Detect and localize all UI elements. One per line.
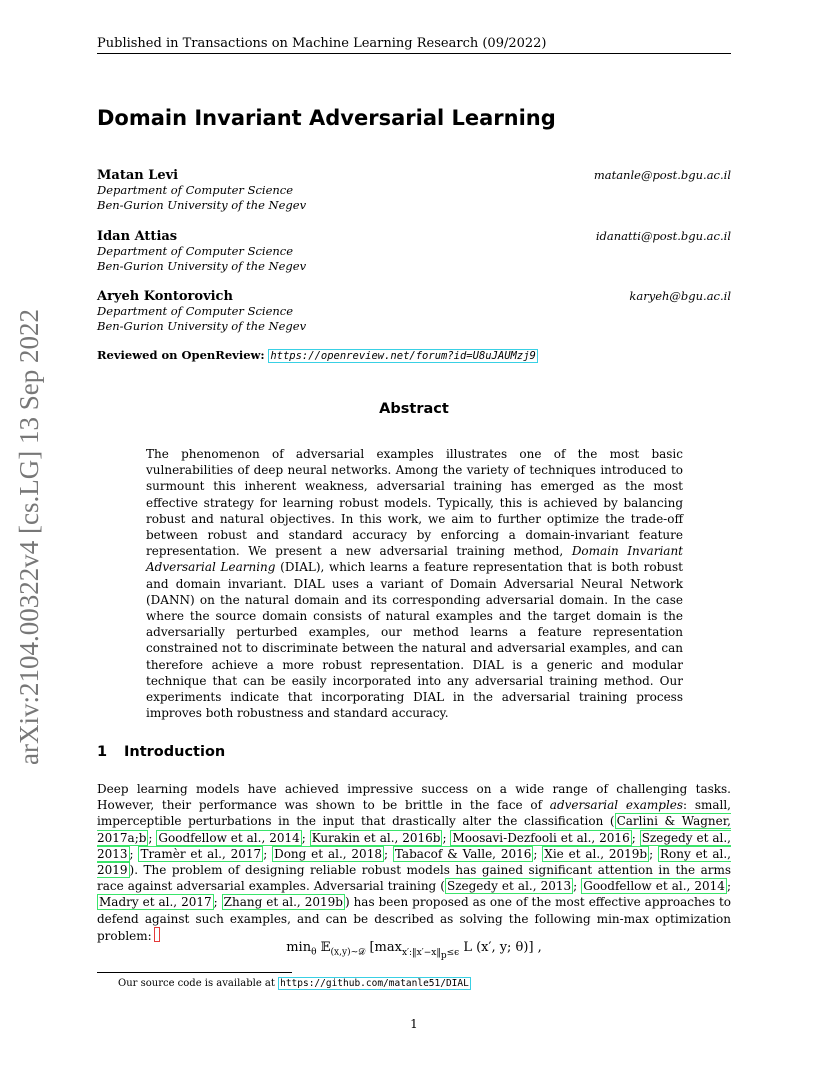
citation-link[interactable]: Moosavi-Dezfooli et al., 2016 [452,830,630,845]
author-department: Department of Computer Science [97,183,294,197]
footnote-rule [97,972,292,973]
author-department: Department of Computer Science [97,244,294,258]
author-name: Matan Levi [97,168,179,183]
paper-title: Domain Invariant Adversarial Learning [97,106,556,130]
review-line [97,348,538,362]
citation-link[interactable]: Dong et al., 2018 [274,846,382,861]
review-label: Reviewed on OpenReview: [97,348,265,362]
citation-link[interactable]: Kurakin et al., 2016b [311,830,441,845]
author-block [97,289,731,334]
minmax-equation: $\min_\theta$ 𝔼$_{(x,y)\sim 𝒟}$ [$\max_{x':‖x'-x‖_p\le\epsilon}$ L (x′, y; θ)] , [286,940,542,961]
section-title: Introduction [124,744,226,760]
intro-text: : small, imperceptible perturbations in the input that drastically alter the classification ( [97,798,731,829]
author-block [97,168,731,213]
citation-link[interactable]: Carlini & Wagner, 2017a;b [97,814,731,845]
citation-link[interactable]: Xie et al., 2019b [544,846,648,861]
author-email[interactable]: matanle@post.bgu.ac.il [593,168,731,182]
running-header: Published in Transactions on Machine Learning Research (09/2022) [97,36,547,51]
author-block [97,229,731,274]
citation-link[interactable]: Goodfellow et al., 2014 [583,879,725,894]
openreview-link[interactable]: https://openreview.net/forum?id=U8uJAUMzj9 [270,350,536,362]
author-department: Department of Computer Science [97,304,294,318]
citation-link[interactable]: Tramèr et al., 2017 [140,846,262,861]
abstract-text [146,446,683,721]
arxiv-stamp: arXiv:2104.00322v4 [cs.LG] 13 Sep 2022 [14,309,44,765]
author-university: Ben-Gurion University of the Negev [97,259,307,273]
method-name: Domain Invariant Adversarial Learning [146,544,683,575]
page-number: 1 [410,1017,418,1031]
intro-text: ). The problem of designing reliable robust models has gained significant attention in the arms race against adversarial examples. Adversarial training ( [97,863,731,894]
abstract-part: The phenomenon of adversarial examples illustrates one of the most basic vulnerabilities of deep neural networks. Among the variety of techniques introduced to surmount this inherent weakness, adversarial training has emerged as the most effective strategy for learning robust models. Typically, this is achieved by balancing robust and natural objectives. In this work, we aim to further optimize the trade-off between robust and standard accuracy by enforcing a domain-invariant feature representation. We present a new adversarial training method, [146,447,683,559]
author-email[interactable]: idanatti@post.bgu.ac.il [595,229,731,243]
author-university: Ben-Gurion University of the Negev [97,319,307,333]
footnote-text: Our source code is available at [118,978,275,989]
citation-link[interactable]: Szegedy et al., 2013 [97,830,731,861]
author-name: Aryeh Kontorovich [97,289,233,304]
section-number: 1 [97,744,108,760]
author-name: Idan Attias [97,229,178,244]
abstract-heading: Abstract [379,401,449,417]
intro-text: Deep learning models have achieved impressive success on a wide range of challenging tasks. However, their performance was shown to be brittle in the face of [97,782,731,813]
section-heading [97,744,225,760]
citation-link[interactable]: Zhang et al., 2019b [223,895,343,910]
intro-emphasis: adversarial examples [549,798,684,813]
footnote [118,978,471,989]
citation-link[interactable]: Tabacof & Valle, 2016 [394,846,532,861]
abstract-part: (DIAL), which learns a feature representation that is both robust and domain invariant. DIAL uses a variant of Domain Adversarial Neural Network (DANN) on the natural domain and its corresponding adversarial domain. In the case where the source domain consists of natural examples and the target domain is the adversarially perturbed examples, our method learns a feature representation constrained not to discriminate between the natural and adversarial examples, and can therefore achieve a more robust representation. DIAL is a generic and modular technique that can be easily incorporated into any adversarial training method. Our experiments indicate that incorporating DIAL in the adversarial training process improves both robustness and standard accuracy. [146,560,683,721]
citation-link[interactable]: Goodfellow et al., 2014 [158,830,300,845]
intro-paragraph: Deep learning models have achieved impressive success on a wide range of challenging tasks. However, their performance was shown to be brittle in the face of adversarial examples: small, imperceptible perturbations in the input that drastically alter the classification ( Carlini & Wagner, 2017a;b ; Goodfellow et al., 2014 ; Kurakin et al., 2016b ; Moosavi-Dezfooli et al., 2016 ; Szegedy et al., 2013 ; Tramèr et al., 2017 ; Dong et al., 2018 ; Tabacof & Valle, 2016 ; Xie et al., 2019b ; Rony et al., 2019 ). The problem of designing reliable robust models has gained significant attention in the arms race against adversarial examples. Adversarial training ( Szegedy et al., 2013 ; Goodfellow et al., 2014 ; Madry et al., 2017 ; Zhang et al., 2019b ) has been proposed as one of the most effective approaches to defend against such examples, and can be described as solving the following min-max optimization problem: [97,782,732,943]
github-link[interactable]: https://github.com/matanle51/DIAL [280,978,469,989]
citation-link[interactable]: Rony et al., 2019 [97,846,731,878]
intro-text: ) has been proposed as one of the most effective approaches to defend against such examples, and can be described as solving the following min-max optimization problem: [97,895,732,943]
citation-link[interactable]: Madry et al., 2017 [99,895,212,910]
citation-link[interactable]: Szegedy et al., 2013 [446,879,572,894]
header-rule [97,53,731,54]
author-university: Ben-Gurion University of the Negev [97,198,307,212]
author-email[interactable]: karyeh@bgu.ac.il [629,289,731,303]
